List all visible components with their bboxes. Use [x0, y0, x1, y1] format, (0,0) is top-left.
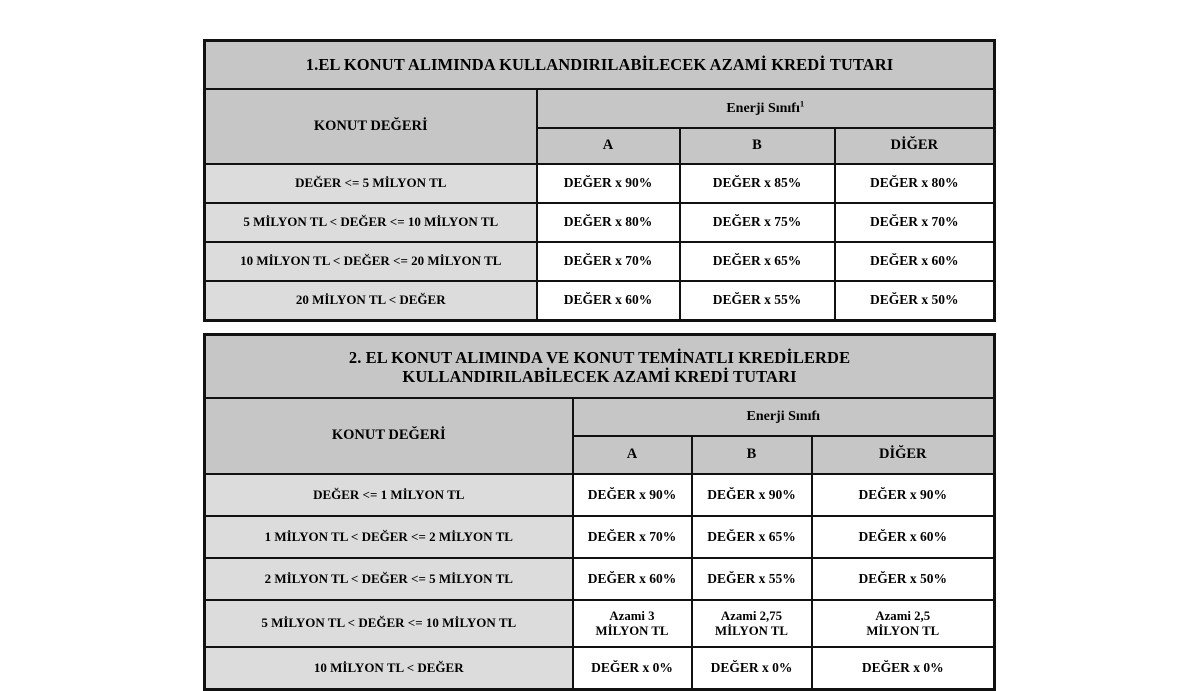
- table-1-title: 1.EL KONUT ALIMINDA KULLANDIRILABİLECEK AZAMİ KREDİ TUTARI: [205, 41, 995, 90]
- table-2-row-3-value-b: [692, 600, 812, 647]
- table-2-row-2-label: 2 MİLYON TL < DEĞER <= 5 MİLYON TL: [205, 558, 573, 600]
- table-2-column-header-diger: DİĞER: [812, 436, 995, 474]
- table-1-column-header-b: B: [680, 128, 835, 164]
- table-2-title: [205, 335, 995, 399]
- table-2-title-line-1: 2. EL KONUT ALIMINDA VE KONUT TEMİNATLI KREDİLERDE: [348, 347, 851, 367]
- table-2-column-header-b: B: [692, 436, 812, 474]
- table-1-group-header-text: Enerji Sınıfı: [726, 100, 800, 116]
- table-1-row-1-value-diger: DEĞER x 70%: [835, 203, 995, 242]
- table-2-row-4-value-diger: DEĞER x 0%: [812, 647, 995, 690]
- table-1-row-1-label: 5 MİLYON TL < DEĞER <= 10 MİLYON TL: [205, 203, 537, 242]
- table-2-row-1-value-b: DEĞER x 65%: [692, 516, 812, 558]
- table-2-row-0-value-a: DEĞER x 90%: [573, 474, 692, 516]
- second-hand-housing-credit-table: [203, 333, 996, 691]
- table-1-row-2-value-b: DEĞER x 65%: [680, 242, 835, 281]
- table-1-row-header-label: KONUT DEĞERİ: [205, 89, 537, 164]
- table-2-row-2-value-b: DEĞER x 55%: [692, 558, 812, 600]
- table-1-group-header-superscript: 1: [799, 98, 805, 109]
- table-2-row-header-label: KONUT DEĞERİ: [205, 398, 573, 474]
- table-1-row-3-value-diger: DEĞER x 50%: [835, 281, 995, 321]
- table-row: [205, 647, 995, 690]
- table-2-row-2-value-diger: DEĞER x 50%: [812, 558, 995, 600]
- table-2-row-0-value-b: DEĞER x 90%: [692, 474, 812, 516]
- table-2-row-3-value-b-line-2: MİLYON TL: [715, 623, 788, 638]
- table-2-group-header: Enerji Sınıfı: [573, 398, 995, 436]
- table-2-column-header-a: A: [573, 436, 692, 474]
- table-row: [205, 242, 995, 281]
- table-2-row-3-value-b-line-1: Azami 2,75: [720, 609, 783, 624]
- table-2-row-1-value-a: DEĞER x 70%: [573, 516, 692, 558]
- table-1-row-3-value-b: DEĞER x 55%: [680, 281, 835, 321]
- table-2-row-3-value-diger-line-2: MİLYON TL: [866, 623, 940, 638]
- table-1-column-header-diger: DİĞER: [835, 128, 995, 164]
- table-1-row-2-value-a: DEĞER x 70%: [537, 242, 680, 281]
- table-1-row-1-value-b: DEĞER x 75%: [680, 203, 835, 242]
- table-2-row-3-label: 5 MİLYON TL < DEĞER <= 10 MİLYON TL: [205, 600, 573, 647]
- table-1-row-2-value-diger: DEĞER x 60%: [835, 242, 995, 281]
- table-1-column-header-a: A: [537, 128, 680, 164]
- table-1-row-0-value-diger: DEĞER x 80%: [835, 164, 995, 203]
- table-1-row-1-value-a: DEĞER x 80%: [537, 203, 680, 242]
- table-1-row-0-value-a: DEĞER x 90%: [537, 164, 680, 203]
- table-2-row-4-label: 10 MİLYON TL < DEĞER: [205, 647, 573, 690]
- table-2-row-4-value-a: DEĞER x 0%: [573, 647, 692, 690]
- table-row: [205, 558, 995, 600]
- first-hand-housing-credit-table: [203, 39, 996, 322]
- table-1-row-0-label: DEĞER <= 5 MİLYON TL: [205, 164, 537, 203]
- table-2-row-3-value-diger: [812, 600, 995, 647]
- table-row: [205, 203, 995, 242]
- table-2-row-1-label: 1 MİLYON TL < DEĞER <= 2 MİLYON TL: [205, 516, 573, 558]
- table-2-row-2-value-a: DEĞER x 60%: [573, 558, 692, 600]
- table-2-row-0-value-diger: DEĞER x 90%: [812, 474, 995, 516]
- table-row: [205, 281, 995, 321]
- table-1-row-3-label: 20 MİLYON TL < DEĞER: [205, 281, 537, 321]
- table-1-row-3-value-a: DEĞER x 60%: [537, 281, 680, 321]
- table-2-row-3-value-diger-line-1: Azami 2,5: [875, 609, 931, 624]
- table-2-row-3-value-a: [573, 600, 692, 647]
- table-row: [205, 474, 995, 516]
- table-2-row-1-value-diger: DEĞER x 60%: [812, 516, 995, 558]
- table-row: [205, 164, 995, 203]
- table-2-row-0-label: DEĞER <= 1 MİLYON TL: [205, 474, 573, 516]
- table-row: [205, 600, 995, 647]
- table-2-title-line-2: KULLANDIRILABİLECEK AZAMİ KREDİ TUTARI: [402, 367, 797, 386]
- table-row: [205, 516, 995, 558]
- table-1-row-0-value-b: DEĞER x 85%: [680, 164, 835, 203]
- table-2-row-3-value-a-line-2: MİLYON TL: [595, 623, 669, 638]
- table-2-row-4-value-b: DEĞER x 0%: [692, 647, 812, 690]
- table-2-row-3-value-a-line-1: Azami 3: [609, 609, 655, 624]
- table-1-row-2-label: 10 MİLYON TL < DEĞER <= 20 MİLYON TL: [205, 242, 537, 281]
- table-1-group-header: [537, 89, 995, 128]
